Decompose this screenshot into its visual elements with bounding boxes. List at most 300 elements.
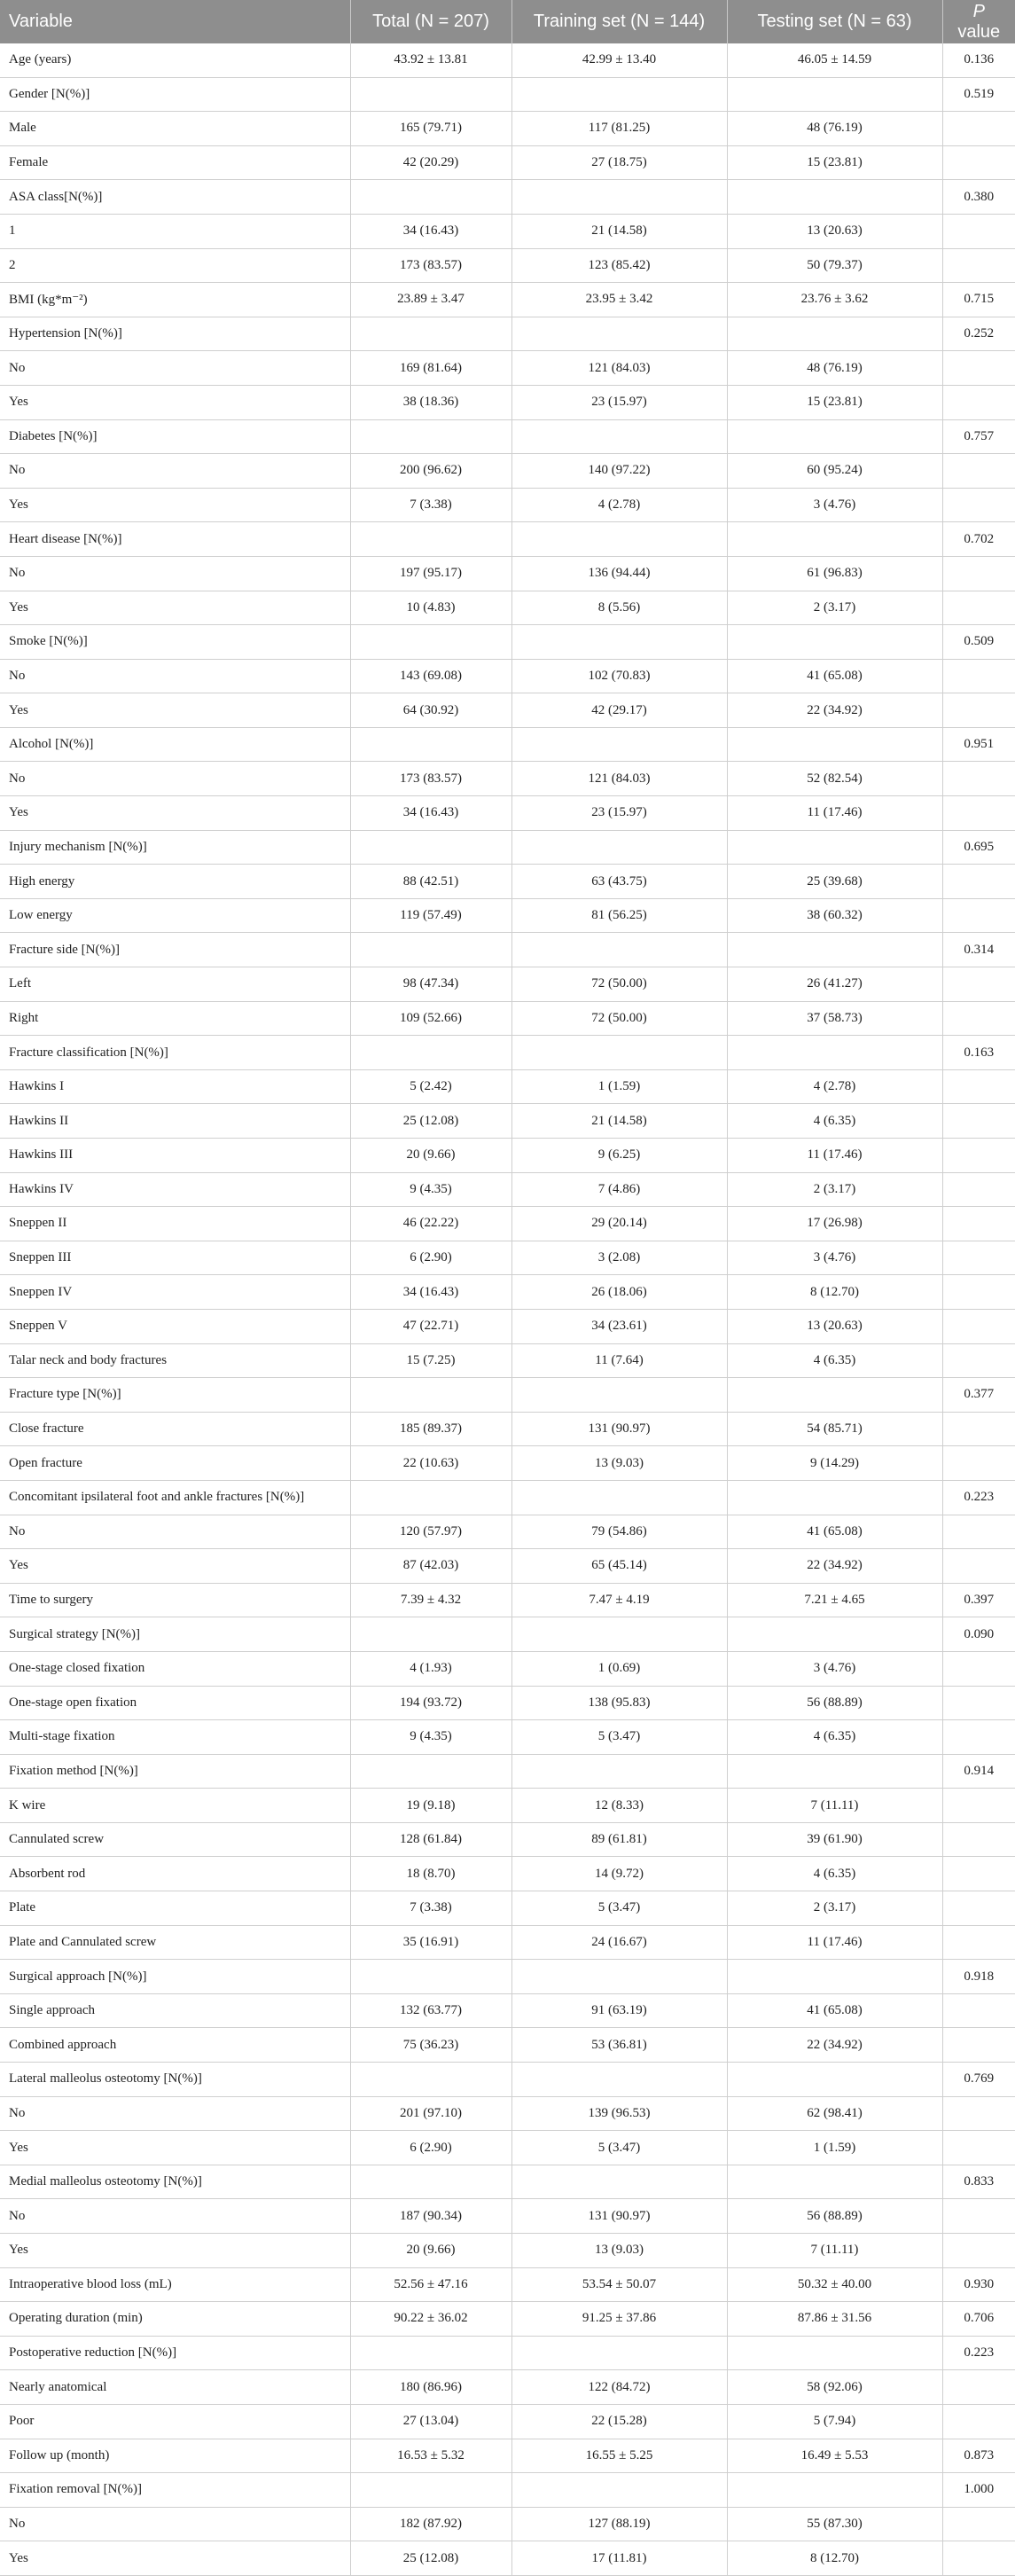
training-cell bbox=[511, 933, 727, 967]
variable-cell: Heart disease [N(%)] bbox=[0, 522, 350, 557]
total-cell bbox=[350, 1754, 511, 1789]
variable-cell: Plate bbox=[0, 1891, 350, 1926]
total-cell: 109 (52.66) bbox=[350, 1001, 511, 1036]
table-row bbox=[0, 2267, 1015, 2302]
testing-cell: 2 (3.17) bbox=[727, 1172, 942, 1207]
training-cell: 42 (29.17) bbox=[511, 693, 727, 728]
p-value-cell bbox=[942, 112, 1015, 146]
training-cell: 122 (84.72) bbox=[511, 2370, 727, 2405]
testing-cell: 50.32 ± 40.00 bbox=[727, 2267, 942, 2302]
p-value-cell bbox=[942, 1651, 1015, 1686]
total-cell: 27 (13.04) bbox=[350, 2404, 511, 2439]
total-cell bbox=[350, 419, 511, 454]
table-row bbox=[0, 1378, 1015, 1413]
testing-cell: 60 (95.24) bbox=[727, 454, 942, 489]
training-cell: 72 (50.00) bbox=[511, 1001, 727, 1036]
p-value-cell bbox=[942, 2028, 1015, 2063]
variable-cell: Multi-stage fixation bbox=[0, 1720, 350, 1755]
variable-cell: No bbox=[0, 351, 350, 386]
table-body bbox=[0, 43, 1015, 2575]
training-cell: 5 (3.47) bbox=[511, 1720, 727, 1755]
table-row bbox=[0, 898, 1015, 933]
training-cell: 89 (61.81) bbox=[511, 1822, 727, 1857]
variable-cell: Left bbox=[0, 967, 350, 1002]
variable-cell: Fracture classification [N(%)] bbox=[0, 1036, 350, 1070]
testing-cell bbox=[727, 727, 942, 762]
p-value-cell bbox=[942, 865, 1015, 899]
variable-cell: K wire bbox=[0, 1789, 350, 1823]
testing-cell: 38 (60.32) bbox=[727, 898, 942, 933]
testing-cell: 2 (3.17) bbox=[727, 1891, 942, 1926]
total-cell: 88 (42.51) bbox=[350, 865, 511, 899]
table-row bbox=[0, 2096, 1015, 2131]
testing-cell: 58 (92.06) bbox=[727, 2370, 942, 2405]
total-cell: 180 (86.96) bbox=[350, 2370, 511, 2405]
testing-cell: 2 (3.17) bbox=[727, 591, 942, 625]
header-p-value bbox=[942, 0, 1015, 43]
training-cell: 91 (63.19) bbox=[511, 1993, 727, 2028]
training-cell: 79 (54.86) bbox=[511, 1515, 727, 1549]
p-value-cell: 0.090 bbox=[942, 1617, 1015, 1652]
p-value-cell bbox=[942, 1343, 1015, 1378]
header-training-set: Training set (N = 144) bbox=[511, 0, 727, 43]
p-value-cell bbox=[942, 454, 1015, 489]
total-cell: 7 (3.38) bbox=[350, 1891, 511, 1926]
p-value-cell bbox=[942, 1069, 1015, 1104]
table-row bbox=[0, 2063, 1015, 2097]
p-value-cell bbox=[942, 1789, 1015, 1823]
variable-cell: Fracture type [N(%)] bbox=[0, 1378, 350, 1413]
testing-cell bbox=[727, 933, 942, 967]
p-value-cell bbox=[942, 2370, 1015, 2405]
total-cell: 87 (42.03) bbox=[350, 1549, 511, 1584]
variable-cell: Sneppen IV bbox=[0, 1275, 350, 1310]
table-row bbox=[0, 522, 1015, 557]
testing-cell: 5 (7.94) bbox=[727, 2404, 942, 2439]
variable-cell: Diabetes [N(%)] bbox=[0, 419, 350, 454]
p-value-cell bbox=[942, 2096, 1015, 2131]
table-row bbox=[0, 727, 1015, 762]
variable-cell: Hawkins IV bbox=[0, 1172, 350, 1207]
total-cell: 182 (87.92) bbox=[350, 2507, 511, 2541]
total-cell: 75 (36.23) bbox=[350, 2028, 511, 2063]
testing-cell: 61 (96.83) bbox=[727, 556, 942, 591]
training-cell: 131 (90.97) bbox=[511, 2199, 727, 2234]
testing-cell: 11 (17.46) bbox=[727, 1139, 942, 1173]
total-cell: 35 (16.91) bbox=[350, 1925, 511, 1960]
table-row bbox=[0, 1651, 1015, 1686]
variable-cell: Yes bbox=[0, 385, 350, 419]
training-cell: 21 (14.58) bbox=[511, 1104, 727, 1139]
training-cell: 12 (8.33) bbox=[511, 1789, 727, 1823]
total-cell: 90.22 ± 36.02 bbox=[350, 2302, 511, 2337]
p-value-cell bbox=[942, 1686, 1015, 1720]
variable-cell: Yes bbox=[0, 488, 350, 522]
training-cell: 123 (85.42) bbox=[511, 248, 727, 283]
total-cell: 25 (12.08) bbox=[350, 1104, 511, 1139]
p-value-cell bbox=[942, 1891, 1015, 1926]
total-cell: 25 (12.08) bbox=[350, 2541, 511, 2576]
table-row bbox=[0, 112, 1015, 146]
variable-cell: Hawkins I bbox=[0, 1069, 350, 1104]
p-value-cell bbox=[942, 385, 1015, 419]
p-value-cell: 0.914 bbox=[942, 1754, 1015, 1789]
variable-cell: Yes bbox=[0, 1549, 350, 1584]
training-cell: 5 (3.47) bbox=[511, 2131, 727, 2165]
total-cell: 38 (18.36) bbox=[350, 385, 511, 419]
training-cell: 121 (84.03) bbox=[511, 351, 727, 386]
p-value-cell bbox=[942, 488, 1015, 522]
training-cell: 7 (4.86) bbox=[511, 1172, 727, 1207]
p-value-cell: 0.706 bbox=[942, 2302, 1015, 2337]
table-row bbox=[0, 967, 1015, 1002]
testing-cell bbox=[727, 317, 942, 351]
table-row bbox=[0, 2302, 1015, 2337]
table-row bbox=[0, 1720, 1015, 1755]
table-row bbox=[0, 659, 1015, 693]
testing-cell: 22 (34.92) bbox=[727, 2028, 942, 2063]
testing-cell: 16.49 ± 5.53 bbox=[727, 2439, 942, 2473]
table-row bbox=[0, 2234, 1015, 2268]
table-row bbox=[0, 693, 1015, 728]
table-row bbox=[0, 488, 1015, 522]
training-cell bbox=[511, 1617, 727, 1652]
table-row bbox=[0, 556, 1015, 591]
testing-cell: 55 (87.30) bbox=[727, 2507, 942, 2541]
variable-cell: One-stage open fixation bbox=[0, 1686, 350, 1720]
p-value-cell bbox=[942, 1515, 1015, 1549]
testing-cell bbox=[727, 77, 942, 112]
total-cell: 22 (10.63) bbox=[350, 1446, 511, 1481]
table-row bbox=[0, 1891, 1015, 1926]
testing-cell: 8 (12.70) bbox=[727, 2541, 942, 2576]
variable-cell: Medial malleolus osteotomy [N(%)] bbox=[0, 2165, 350, 2199]
header-variable: Variable bbox=[0, 0, 350, 43]
header-p-letter: P bbox=[972, 1, 985, 21]
testing-cell bbox=[727, 830, 942, 865]
training-cell: 121 (84.03) bbox=[511, 762, 727, 796]
total-cell: 9 (4.35) bbox=[350, 1172, 511, 1207]
total-cell: 6 (2.90) bbox=[350, 2131, 511, 2165]
testing-cell bbox=[727, 625, 942, 660]
training-cell bbox=[511, 317, 727, 351]
variable-cell: Open fracture bbox=[0, 1446, 350, 1481]
table-row bbox=[0, 2028, 1015, 2063]
training-cell: 53 (36.81) bbox=[511, 2028, 727, 2063]
table-row bbox=[0, 1446, 1015, 1481]
table-row bbox=[0, 1275, 1015, 1310]
training-cell bbox=[511, 2063, 727, 2097]
table-row bbox=[0, 1480, 1015, 1515]
variable-cell: Female bbox=[0, 145, 350, 180]
table-row bbox=[0, 796, 1015, 831]
training-cell: 16.55 ± 5.25 bbox=[511, 2439, 727, 2473]
variable-cell: Plate and Cannulated screw bbox=[0, 1925, 350, 1960]
testing-cell: 13 (20.63) bbox=[727, 214, 942, 248]
table-row bbox=[0, 2404, 1015, 2439]
testing-cell: 13 (20.63) bbox=[727, 1309, 942, 1343]
table-row bbox=[0, 1583, 1015, 1617]
table-row bbox=[0, 1960, 1015, 1994]
training-cell bbox=[511, 1480, 727, 1515]
p-value-cell: 0.702 bbox=[942, 522, 1015, 557]
total-cell: 200 (96.62) bbox=[350, 454, 511, 489]
total-cell bbox=[350, 2473, 511, 2508]
total-cell: 120 (57.97) bbox=[350, 1515, 511, 1549]
variable-cell: Operating duration (min) bbox=[0, 2302, 350, 2337]
testing-cell: 4 (6.35) bbox=[727, 1720, 942, 1755]
total-cell: 6 (2.90) bbox=[350, 1241, 511, 1275]
p-value-cell: 0.314 bbox=[942, 933, 1015, 967]
testing-cell bbox=[727, 1960, 942, 1994]
testing-cell bbox=[727, 180, 942, 215]
training-cell bbox=[511, 1754, 727, 1789]
variable-cell: Age (years) bbox=[0, 43, 350, 77]
training-cell: 23 (15.97) bbox=[511, 385, 727, 419]
training-cell: 65 (45.14) bbox=[511, 1549, 727, 1584]
total-cell: 20 (9.66) bbox=[350, 1139, 511, 1173]
testing-cell: 11 (17.46) bbox=[727, 796, 942, 831]
total-cell: 7 (3.38) bbox=[350, 488, 511, 522]
testing-cell bbox=[727, 2165, 942, 2199]
training-cell: 22 (15.28) bbox=[511, 2404, 727, 2439]
testing-cell: 52 (82.54) bbox=[727, 762, 942, 796]
training-cell: 21 (14.58) bbox=[511, 214, 727, 248]
variable-cell: Injury mechanism [N(%)] bbox=[0, 830, 350, 865]
p-value-cell bbox=[942, 1241, 1015, 1275]
p-value-cell bbox=[942, 1275, 1015, 1310]
header-testing-set: Testing set (N = 63) bbox=[727, 0, 942, 43]
testing-cell bbox=[727, 1617, 942, 1652]
total-cell: 5 (2.42) bbox=[350, 1069, 511, 1104]
p-value-cell bbox=[942, 659, 1015, 693]
testing-cell bbox=[727, 2063, 942, 2097]
total-cell bbox=[350, 727, 511, 762]
testing-cell bbox=[727, 1378, 942, 1413]
total-cell bbox=[350, 2063, 511, 2097]
table-row bbox=[0, 1241, 1015, 1275]
testing-cell bbox=[727, 2473, 942, 2508]
training-cell bbox=[511, 2165, 727, 2199]
table-row bbox=[0, 2370, 1015, 2405]
p-value-cell: 0.833 bbox=[942, 2165, 1015, 2199]
table-row bbox=[0, 385, 1015, 419]
table-row bbox=[0, 1172, 1015, 1207]
table-row bbox=[0, 1822, 1015, 1857]
testing-cell: 7 (11.11) bbox=[727, 1789, 942, 1823]
variable-cell: Absorbent rod bbox=[0, 1857, 350, 1891]
p-value-cell: 0.397 bbox=[942, 1583, 1015, 1617]
table-row bbox=[0, 1925, 1015, 1960]
p-value-cell bbox=[942, 2131, 1015, 2165]
total-cell: 143 (69.08) bbox=[350, 659, 511, 693]
training-cell: 102 (70.83) bbox=[511, 659, 727, 693]
total-cell: 197 (95.17) bbox=[350, 556, 511, 591]
total-cell: 47 (22.71) bbox=[350, 1309, 511, 1343]
p-value-cell: 0.951 bbox=[942, 727, 1015, 762]
total-cell: 173 (83.57) bbox=[350, 762, 511, 796]
total-cell: 7.39 ± 4.32 bbox=[350, 1583, 511, 1617]
p-value-cell bbox=[942, 214, 1015, 248]
testing-cell: 15 (23.81) bbox=[727, 145, 942, 180]
p-value-cell: 0.695 bbox=[942, 830, 1015, 865]
training-cell bbox=[511, 522, 727, 557]
p-value-cell: 1.000 bbox=[942, 2473, 1015, 2508]
p-value-cell bbox=[942, 1309, 1015, 1343]
training-cell: 139 (96.53) bbox=[511, 2096, 727, 2131]
total-cell: 43.92 ± 13.81 bbox=[350, 43, 511, 77]
training-cell: 1 (1.59) bbox=[511, 1069, 727, 1104]
total-cell: 98 (47.34) bbox=[350, 967, 511, 1002]
testing-cell: 48 (76.19) bbox=[727, 351, 942, 386]
variable-cell: Cannulated screw bbox=[0, 1822, 350, 1857]
table-row bbox=[0, 1139, 1015, 1173]
testing-cell: 48 (76.19) bbox=[727, 112, 942, 146]
testing-cell: 26 (41.27) bbox=[727, 967, 942, 1002]
variable-cell: Low energy bbox=[0, 898, 350, 933]
training-cell bbox=[511, 830, 727, 865]
variable-cell: Time to surgery bbox=[0, 1583, 350, 1617]
table-row bbox=[0, 2336, 1015, 2370]
training-cell bbox=[511, 1036, 727, 1070]
variable-cell: Talar neck and body fractures bbox=[0, 1343, 350, 1378]
testing-cell: 22 (34.92) bbox=[727, 693, 942, 728]
p-value-cell bbox=[942, 2541, 1015, 2576]
p-value-cell: 0.377 bbox=[942, 1378, 1015, 1413]
table-row bbox=[0, 77, 1015, 112]
table-row bbox=[0, 214, 1015, 248]
training-cell: 42.99 ± 13.40 bbox=[511, 43, 727, 77]
p-value-cell bbox=[942, 1446, 1015, 1481]
training-cell: 24 (16.67) bbox=[511, 1925, 727, 1960]
variable-cell: Yes bbox=[0, 2541, 350, 2576]
table-row bbox=[0, 1412, 1015, 1446]
variable-cell: Surgical approach [N(%)] bbox=[0, 1960, 350, 1994]
testing-cell: 41 (65.08) bbox=[727, 1993, 942, 2028]
variable-cell: Male bbox=[0, 112, 350, 146]
variable-cell: No bbox=[0, 454, 350, 489]
testing-cell: 22 (34.92) bbox=[727, 1549, 942, 1584]
table-row bbox=[0, 180, 1015, 215]
p-value-cell bbox=[942, 1172, 1015, 1207]
table-row bbox=[0, 1993, 1015, 2028]
table-row bbox=[0, 625, 1015, 660]
total-cell: 34 (16.43) bbox=[350, 796, 511, 831]
p-value-cell: 0.769 bbox=[942, 2063, 1015, 2097]
total-cell bbox=[350, 933, 511, 967]
training-cell: 9 (6.25) bbox=[511, 1139, 727, 1173]
p-value-cell: 0.223 bbox=[942, 1480, 1015, 1515]
variable-cell: Yes bbox=[0, 2131, 350, 2165]
table-row bbox=[0, 145, 1015, 180]
training-cell bbox=[511, 727, 727, 762]
variable-cell: Alcohol [N(%)] bbox=[0, 727, 350, 762]
table-row bbox=[0, 2439, 1015, 2473]
p-value-cell bbox=[942, 556, 1015, 591]
table-row bbox=[0, 830, 1015, 865]
testing-cell: 54 (85.71) bbox=[727, 1412, 942, 1446]
variable-cell: 2 bbox=[0, 248, 350, 283]
table-row bbox=[0, 2165, 1015, 2199]
p-value-cell bbox=[942, 1207, 1015, 1241]
total-cell: 169 (81.64) bbox=[350, 351, 511, 386]
training-cell: 131 (90.97) bbox=[511, 1412, 727, 1446]
variable-cell: No bbox=[0, 2199, 350, 2234]
training-cell: 81 (56.25) bbox=[511, 898, 727, 933]
testing-cell: 3 (4.76) bbox=[727, 1241, 942, 1275]
training-cell bbox=[511, 1960, 727, 1994]
p-value-cell: 0.136 bbox=[942, 43, 1015, 77]
p-value-cell bbox=[942, 796, 1015, 831]
variable-cell: Combined approach bbox=[0, 2028, 350, 2063]
training-cell: 127 (88.19) bbox=[511, 2507, 727, 2541]
p-value-cell: 0.918 bbox=[942, 1960, 1015, 1994]
table-row bbox=[0, 1343, 1015, 1378]
p-value-cell bbox=[942, 762, 1015, 796]
total-cell bbox=[350, 1617, 511, 1652]
p-value-cell bbox=[942, 1001, 1015, 1036]
total-cell bbox=[350, 625, 511, 660]
p-value-cell bbox=[942, 693, 1015, 728]
variable-cell: Hawkins II bbox=[0, 1104, 350, 1139]
variable-cell: Lateral malleolus osteotomy [N(%)] bbox=[0, 2063, 350, 2097]
training-cell bbox=[511, 419, 727, 454]
testing-cell: 87.86 ± 31.56 bbox=[727, 2302, 942, 2337]
training-cell: 53.54 ± 50.07 bbox=[511, 2267, 727, 2302]
total-cell: 46 (22.22) bbox=[350, 1207, 511, 1241]
p-value-cell bbox=[942, 1549, 1015, 1584]
testing-cell: 25 (39.68) bbox=[727, 865, 942, 899]
variable-cell: Single approach bbox=[0, 1993, 350, 2028]
total-cell: 173 (83.57) bbox=[350, 248, 511, 283]
variable-cell: No bbox=[0, 1515, 350, 1549]
testing-cell bbox=[727, 2336, 942, 2370]
training-cell: 23 (15.97) bbox=[511, 796, 727, 831]
variable-cell: Yes bbox=[0, 796, 350, 831]
training-cell: 26 (18.06) bbox=[511, 1275, 727, 1310]
table-row bbox=[0, 1001, 1015, 1036]
table-row bbox=[0, 1515, 1015, 1549]
testing-cell: 46.05 ± 14.59 bbox=[727, 43, 942, 77]
p-value-cell: 0.757 bbox=[942, 419, 1015, 454]
header-total: Total (N = 207) bbox=[350, 0, 511, 43]
variable-cell: Yes bbox=[0, 2234, 350, 2268]
testing-cell: 4 (6.35) bbox=[727, 1857, 942, 1891]
p-value-cell: 0.380 bbox=[942, 180, 1015, 215]
variable-cell: Surgical strategy [N(%)] bbox=[0, 1617, 350, 1652]
total-cell bbox=[350, 1036, 511, 1070]
total-cell: 64 (30.92) bbox=[350, 693, 511, 728]
variable-cell: Fracture side [N(%)] bbox=[0, 933, 350, 967]
training-cell: 29 (20.14) bbox=[511, 1207, 727, 1241]
testing-cell: 56 (88.89) bbox=[727, 2199, 942, 2234]
training-cell: 34 (23.61) bbox=[511, 1309, 727, 1343]
variable-cell: Poor bbox=[0, 2404, 350, 2439]
table-row bbox=[0, 933, 1015, 967]
total-cell: 16.53 ± 5.32 bbox=[350, 2439, 511, 2473]
training-cell: 136 (94.44) bbox=[511, 556, 727, 591]
variable-cell: Nearly anatomical bbox=[0, 2370, 350, 2405]
table-row bbox=[0, 865, 1015, 899]
total-cell: 201 (97.10) bbox=[350, 2096, 511, 2131]
total-cell bbox=[350, 180, 511, 215]
testing-cell: 4 (2.78) bbox=[727, 1069, 942, 1104]
total-cell: 4 (1.93) bbox=[350, 1651, 511, 1686]
p-value-cell bbox=[942, 2404, 1015, 2439]
testing-cell: 41 (65.08) bbox=[727, 1515, 942, 1549]
table-row bbox=[0, 1857, 1015, 1891]
training-cell: 14 (9.72) bbox=[511, 1857, 727, 1891]
